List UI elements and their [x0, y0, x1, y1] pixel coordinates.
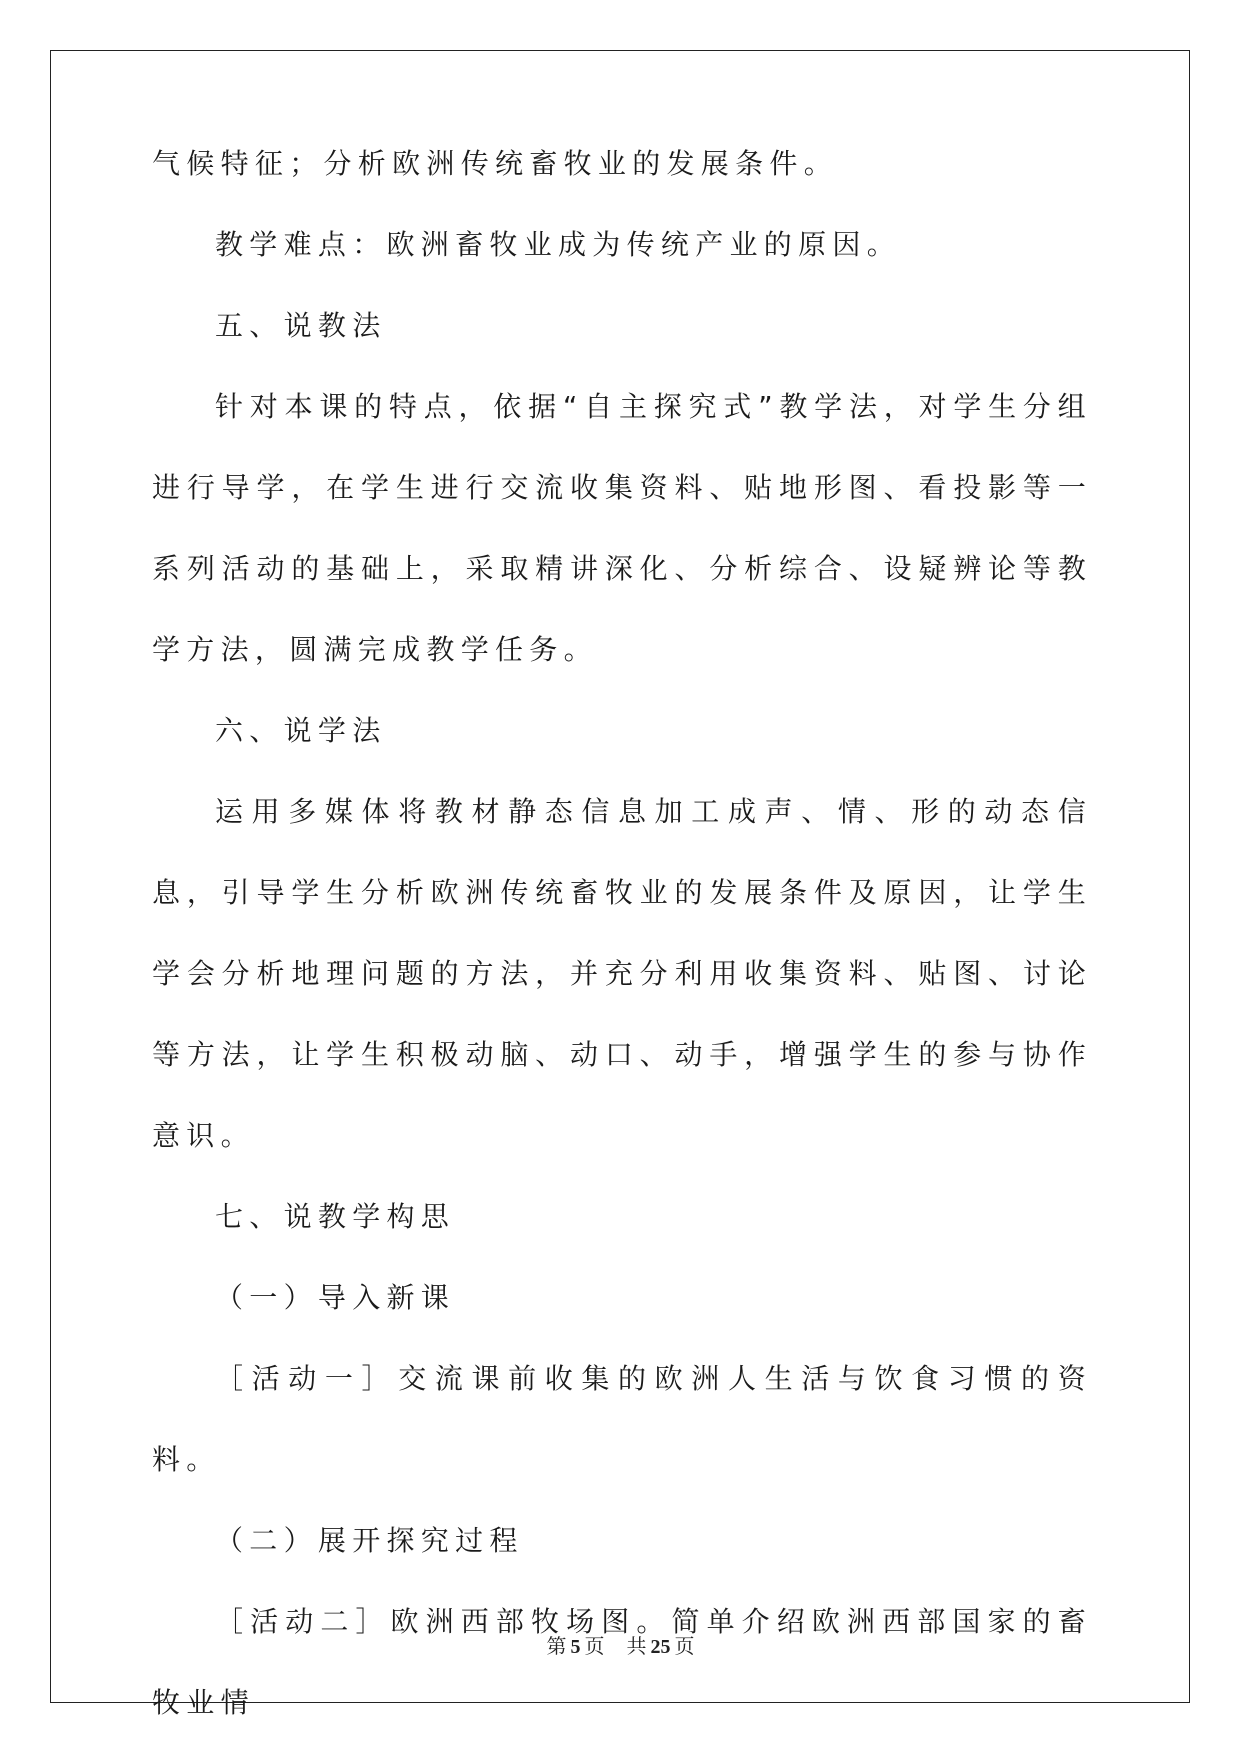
footer-total-suffix: 页 — [674, 1634, 695, 1658]
section-heading-6: 六、说学法 — [215, 714, 387, 747]
page-footer — [0, 1630, 1241, 1659]
footer-page-total: 25 — [650, 1636, 671, 1658]
activity-1: ［活动一］交流课前收集的欧洲人生活与饮食习惯的资料。 — [152, 1362, 1092, 1476]
footer-page-suffix: 页 — [584, 1634, 605, 1658]
footer-page-current: 5 — [570, 1636, 581, 1658]
footer-page-prefix: 第 — [546, 1634, 567, 1658]
paragraph-4: 运用多媒体将教材静态信息加工成声、情、形的动态信息，引导学生分析欧洲传统畜牧业的发展条件及原因，让学生学会分析地理问题的方法，并充分利用收集资料、贴图、讨论等方法，让学生积极动脑、动口、动手，增强学生的参与协作意识。 — [152, 795, 1092, 1152]
section-heading-5: 五、说教法 — [215, 309, 387, 342]
activity-2: ［活动二］欧洲西部牧场图。简单介绍欧洲西部国家的畜牧业情 — [152, 1605, 1092, 1719]
paragraph-2: 教学难点：欧洲畜牧业成为传统产业的原因。 — [215, 228, 902, 261]
section-heading-7: 七、说教学构思 — [215, 1200, 456, 1233]
footer-total-prefix: 共 — [626, 1634, 647, 1658]
document-body — [152, 147, 1092, 1743]
paragraph-1: 气候特征；分析欧洲传统畜牧业的发展条件。 — [152, 147, 839, 180]
subsection-heading-1: （一）导入新课 — [215, 1281, 456, 1314]
subsection-heading-2: （二）展开探究过程 — [215, 1524, 524, 1557]
paragraph-3: 针对本课的特点，依据“自主探究式”教学法，对学生分组进行导学，在学生进行交流收集资料、贴地形图、看投影等一系列活动的基础上，采取精讲深化、分析综合、设疑辨论等教学方法，圆满完成教学任务。 — [152, 390, 1092, 666]
